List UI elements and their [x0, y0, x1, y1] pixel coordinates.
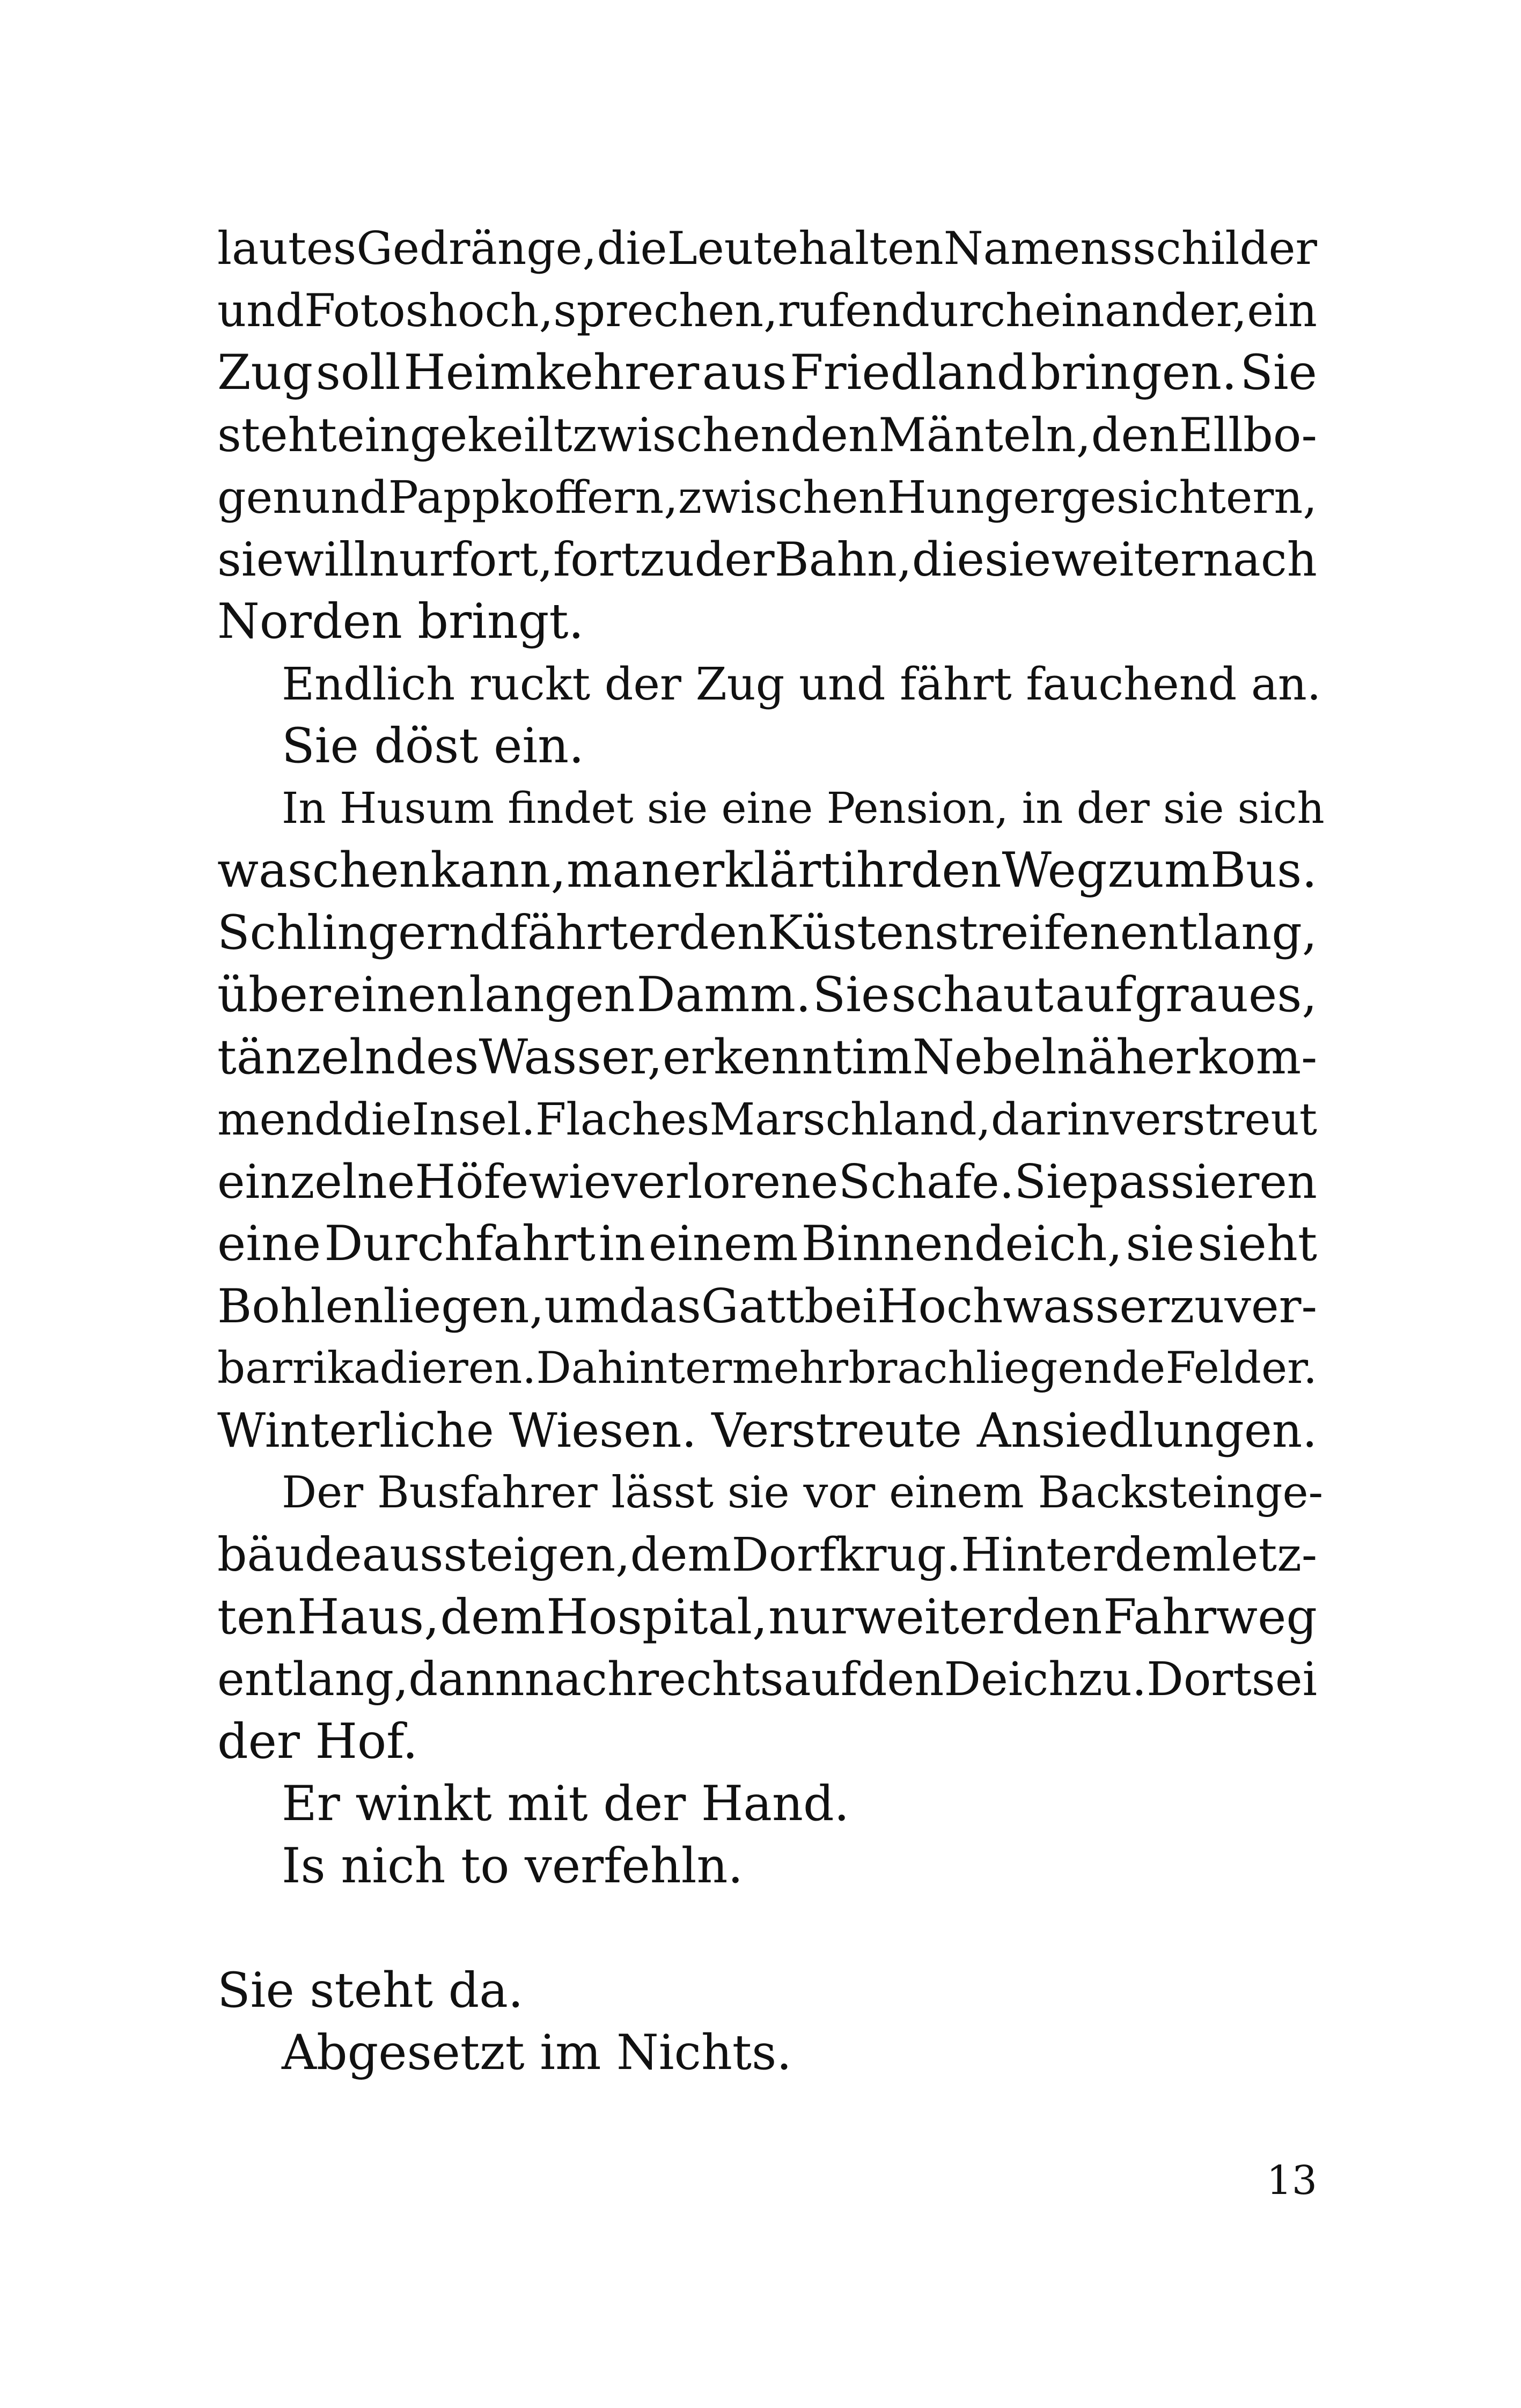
text-line: Winterliche Wiesen. Verstreute Ansiedlungen.: [217, 1403, 1318, 1458]
text-line: über einen langen Damm. Sie schaut auf graues,: [217, 967, 1317, 1023]
text-line: steht eingekeilt zwischen den Mänteln, den Ellbo-: [217, 408, 1317, 462]
text-line: einzelne Höfe wie verlorene Schafe. Sie passieren: [217, 1154, 1317, 1209]
text-line: Sie döst ein.: [282, 718, 584, 774]
text-line: bäude aussteigen, dem Dorfkrug. Hinter dem letz-: [217, 1528, 1318, 1582]
text-line: Bohlen liegen, um das Gatt bei Hochwasser zu ver-: [217, 1279, 1318, 1334]
text-line: entlang, dann nach rechts auf den Deich zu. Dort sei: [217, 1653, 1317, 1706]
text-line: In Husum findet sie eine Pension, in der sie sich: [282, 783, 1325, 833]
section-break: [217, 1897, 1317, 1960]
text-line: Der Busfahrer lässt sie vor einem Backsteinge-: [282, 1468, 1324, 1518]
text-line: waschen kann, man erklärt ihr den Weg zum Bus.: [217, 842, 1317, 899]
text-line: mend die Insel. Flaches Marschland, darin verstreut: [217, 1093, 1317, 1145]
text-line: und Fotos hoch, sprechen, rufen durcheinander, ein: [217, 284, 1317, 337]
text-line: Schlingernd fährt er den Küstenstreifen entlang,: [217, 905, 1317, 960]
text-line: gen und Pappkoffern, zwischen Hungergesichtern,: [217, 471, 1317, 524]
text-line: sie will nur fort, fort zu der Bahn, die sie weiter nach: [217, 532, 1317, 587]
text-line: Is nich to verfehln.: [282, 1838, 744, 1894]
body-text: [217, 217, 1325, 2084]
text-line: Er winkt mit der Hand.: [282, 1776, 850, 1832]
text-line: eine Durchfahrt in einem Binnendeich, sie sieht: [217, 1216, 1317, 1272]
text-line: der Hof.: [217, 1713, 418, 1770]
text-line: lautes Gedränge, die Leute halten Namensschilder: [217, 222, 1317, 275]
text-line: Endlich ruckt der Zug und fährt fauchend an.: [282, 658, 1321, 710]
text-line: Sie steht da.: [217, 1962, 524, 2019]
text-line: Abgesetzt im Nichts.: [282, 2024, 792, 2081]
text-line: Norden bringt.: [217, 593, 584, 650]
text-line: Zug soll Heimkehrer aus Friedland bringen. Sie: [217, 344, 1317, 401]
text-line: barrikadieren. Dahinter mehr brachliegende Felder.: [217, 1343, 1317, 1394]
page-number: 13: [1266, 2157, 1317, 2204]
text-line: ten Haus, dem Hospital, nur weiter den Fahrweg: [217, 1589, 1317, 1645]
text-line: tänzelndes Wasser, erkennt im Nebel näherkom-: [217, 1029, 1318, 1085]
